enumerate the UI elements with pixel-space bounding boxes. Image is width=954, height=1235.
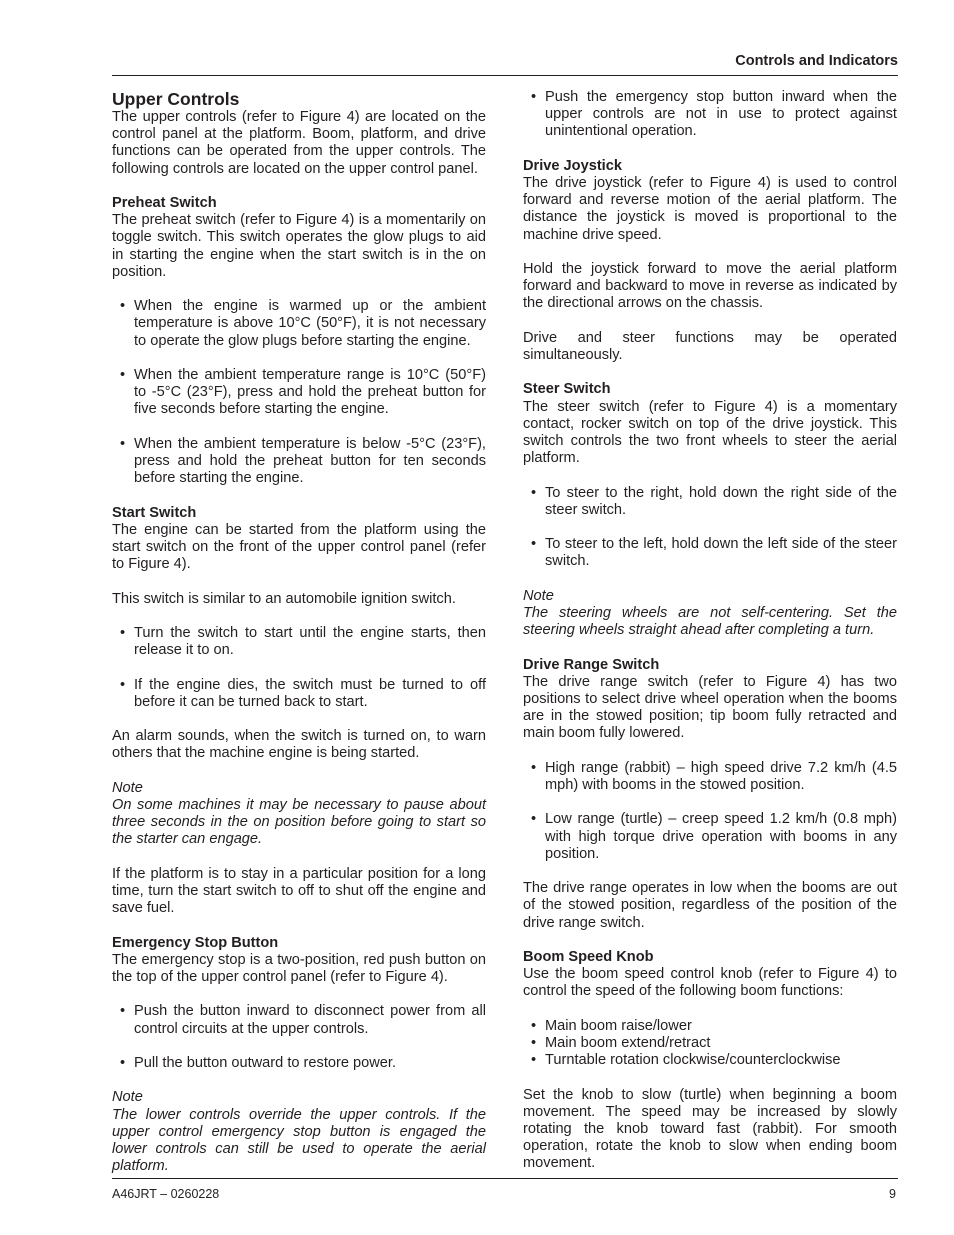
joystick-paragraph-3: Drive and steer functions may be operated simultaneously. <box>523 329 897 363</box>
start-alarm-paragraph: An alarm sounds, when the switch is turned on, to warn others that the machine engine is being started. <box>112 728 486 762</box>
list-item: • Pull the button outward to restore power. <box>120 1054 397 1071</box>
boom-paragraph: Use the boom speed control knob (refer to Figure 4) to control the speed of the following boom functions: <box>523 966 897 1000</box>
joystick-paragraph-2: Hold the joystick forward to move the aerial platform forward and backward to move in reverse as indicated by the directional arrows on the chassis. <box>523 261 897 312</box>
document-id: A46JRT – 0260228 <box>112 1187 220 1201</box>
start-paragraph: The engine can be started from the platform using the start switch on the front of the upper control panel (refer to Figure 4). <box>112 521 486 573</box>
list-item: • Main boom extend/retract <box>531 1034 711 1051</box>
list-item: • When the ambient temperature range is 10°C (50°F) to -5°C (23°F), press and hold the preheat button for five seconds before starting the engine. <box>120 367 486 418</box>
range-bullets <box>523 760 897 863</box>
section-title: Upper Controls <box>112 89 240 109</box>
footer-rule <box>112 1178 898 1179</box>
list-item: • Turn the switch to start until the engine starts, then release it to on. <box>120 624 486 659</box>
preheat-paragraph: The preheat switch (refer to Figure 4) is a momentarily on toggle switch. This switch operates the glow plugs to aid in starting the engine when the start switch is in the on position. <box>112 212 486 280</box>
estop-bullets <box>112 1003 486 1072</box>
note-label: Note <box>112 1089 143 1106</box>
header-rule <box>112 75 898 76</box>
note-label: Note <box>523 587 554 604</box>
estop-heading: Emergency Stop Button <box>112 934 279 951</box>
list-item: • To steer to the right, hold down the right side of the steer switch. <box>531 484 897 518</box>
list-item: • When the engine is warmed up or the ambient temperature is above 10°C (50°F), it is not necessary to operate the glow plugs before starting the engine. <box>120 298 486 349</box>
list-item: • To steer to the left, hold down the left side of the steer switch. <box>531 536 897 570</box>
range-heading: Drive Range Switch <box>523 656 660 673</box>
steer-heading: Steer Switch <box>523 381 611 398</box>
preheat-bullets <box>112 298 486 487</box>
list-item: • Push the button inward to disconnect power from all control circuits at the upper controls. <box>120 1003 486 1037</box>
right-column <box>523 89 897 1190</box>
note-label: Note <box>112 779 143 796</box>
note-text: The lower controls override the upper controls. If the upper control emergency stop button is engaged the lower controls can still be used to operate the aerial platform. <box>112 1106 486 1175</box>
boom-heading: Boom Speed Knob <box>523 948 654 965</box>
start-paragraph-2: This switch is similar to an automobile ignition switch. <box>112 590 456 607</box>
running-header: Controls and Indicators <box>735 53 898 69</box>
range-paragraph-2: The drive range operates in low when the booms are out of the stowed position, regardless of the position of the drive range switch. <box>523 880 897 931</box>
note-text: The steering wheels are not self-centering. Set the steering wheels straight ahead after completing a turn. <box>523 604 897 639</box>
list-item: • Turntable rotation clockwise/counterclockwise <box>531 1052 841 1069</box>
joystick-paragraph: The drive joystick (refer to Figure 4) is used to control forward and reverse motion of the aerial platform. The distance the joystick is moved is proportional to the machine drive speed. <box>523 175 897 243</box>
boom-bullets <box>523 1018 897 1070</box>
note-text: On some machines it may be necessary to pause about three seconds in the on position before going to start so the starter can engage. <box>112 796 486 848</box>
estop-continued-bullets <box>523 89 897 141</box>
list-item: • Main boom raise/lower <box>531 1017 692 1034</box>
boom-paragraph-2: Set the knob to slow (turtle) when beginning a boom movement. The speed may be increased by slowly rotating the knob toward fast (rabbit). For smooth operation, rotate the knob to slow when ending boom movement. <box>523 1086 897 1172</box>
preheat-heading: Preheat Switch <box>112 195 217 211</box>
left-column <box>112 89 486 1193</box>
steer-bullets <box>523 485 897 571</box>
page-number: 9 <box>889 1187 896 1201</box>
list-item: • Low range (turtle) – creep speed 1.2 km/h (0.8 mph) with high torque drive operation with booms in any position. <box>531 811 897 862</box>
start-heading: Start Switch <box>112 504 197 521</box>
start-bullets <box>112 625 486 711</box>
intro-paragraph: The upper controls (refer to Figure 4) are located on the control panel at the platform. Boom, platform, and drive functions can be operated from the upper controls. The following controls are located on the upper control panel. <box>112 109 486 177</box>
list-item: • When the ambient temperature is below -5°C (23°F), press and hold the preheat button for ten seconds before starting the engine. <box>120 435 486 487</box>
list-item: • If the engine dies, the switch must be turned to off before it can be turned back to start. <box>120 676 486 710</box>
steer-paragraph: The steer switch (refer to Figure 4) is a momentary contact, rocker switch on top of the drive joystick. This switch controls the two front wheels to steer the aerial platform. <box>523 398 897 467</box>
list-item: • Push the emergency stop button inward when the upper controls are not in use to protect against unintentional operation. <box>531 89 897 140</box>
list-item: • High range (rabbit) – high speed drive 7.2 km/h (4.5 mph) with booms in the stowed position. <box>531 759 897 793</box>
joystick-heading: Drive Joystick <box>523 157 622 174</box>
estop-paragraph: The emergency stop is a two-position, red push button on the top of the upper control panel (refer to Figure 4). <box>112 951 486 985</box>
start-fuel-paragraph: If the platform is to stay in a particular position for a long time, turn the start switch to off to shut off the engine and save fuel. <box>112 865 486 917</box>
range-paragraph: The drive range switch (refer to Figure 4) has two positions to select drive wheel operation when the booms are in the stowed position; tip boom fully retracted and main boom fully lowered. <box>523 673 897 742</box>
